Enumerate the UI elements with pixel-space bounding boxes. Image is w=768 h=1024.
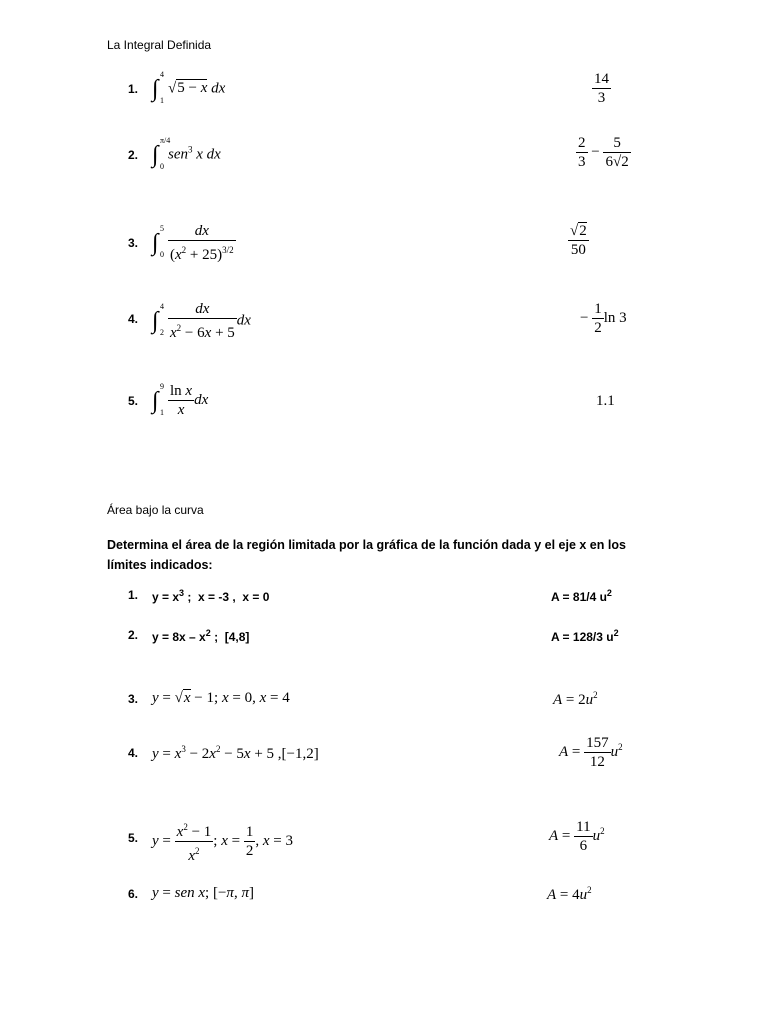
item-number: 5. [128,394,139,408]
area-function: y = sen x; [−π, π] [152,885,254,901]
area-item-6 [128,885,688,925]
item-number: 4. [128,312,139,326]
integral-answer-2: $\frac{2}{3}$ − $\frac{5}{6√2}$ [578,135,629,170]
area-answer-6: $A = 4u^2$ [547,885,592,903]
integral-expression: ∫ π/4 0 sen$^3$ x dx [152,136,221,171]
item-number: 2. [128,148,139,162]
item-number: 6. [128,887,139,901]
integral-answer-1: $\frac{14}{3}$ [594,71,609,106]
item-number: 1. [128,82,139,96]
instructions-text: Determina el área de la región limitada por la gráfica de la función dada y el eje x en los límites indicados: [107,538,626,572]
integral-item-3 [128,222,688,262]
area-answer-5: A = $\frac{11}{6}$ $u^2$ [549,819,605,854]
section-title-integral-definida: La Integral Definida [107,38,212,52]
item-number: 3. [128,692,139,706]
integral-answer-4: − $\frac{1}{2}$ ln 3 [580,301,627,336]
item-number: 2. [128,628,139,642]
section-title-area: Área bajo la curva [107,503,204,517]
integral-answer-3: $\frac{√2}{50}$ [570,223,587,258]
area-function: $y = 8x - x^2$ ; [4,8] [152,628,250,644]
area-function: $y = x^3$ ; x = -3 , x = 0 [152,588,270,604]
integral-expression: ∫ 4 1 √5 − x dx [152,70,226,105]
integral-answer-5: 1.1 [596,393,615,409]
integral-expression: ∫ 5 0 $\frac{dx}{(x^2 + 25)^{3/2}}$ [152,223,234,263]
area-answer-2: A = 128/3 $u^2$ [551,628,619,644]
area-function: $y = x^3 - 2x^2 - 5x + 5$ ,[−1,2] [152,744,319,762]
integral-expression: ∫ 9 1 $\frac{\text{ln x}}{x}$ dx [152,381,209,418]
item-number: 1. [128,588,139,602]
integral-expression: ∫ 4 2 $\frac{dx}{x^2 - 6x + 5}$ dx [152,301,251,341]
area-answer-1: A = 81/4 $u^2$ [551,588,612,604]
area-function: y = $\frac{x^2 - 1}{x^2}$ ; x = $\frac{1}{2}$ , x = 3 [152,822,293,864]
item-number: 4. [128,746,139,760]
area-function: y = √x − 1; x = 0, x = 4 [152,690,290,706]
area-item-3 [128,690,688,730]
item-number: 3. [128,236,139,250]
item-number: 5. [128,831,139,845]
area-answer-3: $A = 2u^2$ [553,690,598,708]
area-answer-4: A = $\frac{157}{12}$ $u^2$ [559,735,623,770]
